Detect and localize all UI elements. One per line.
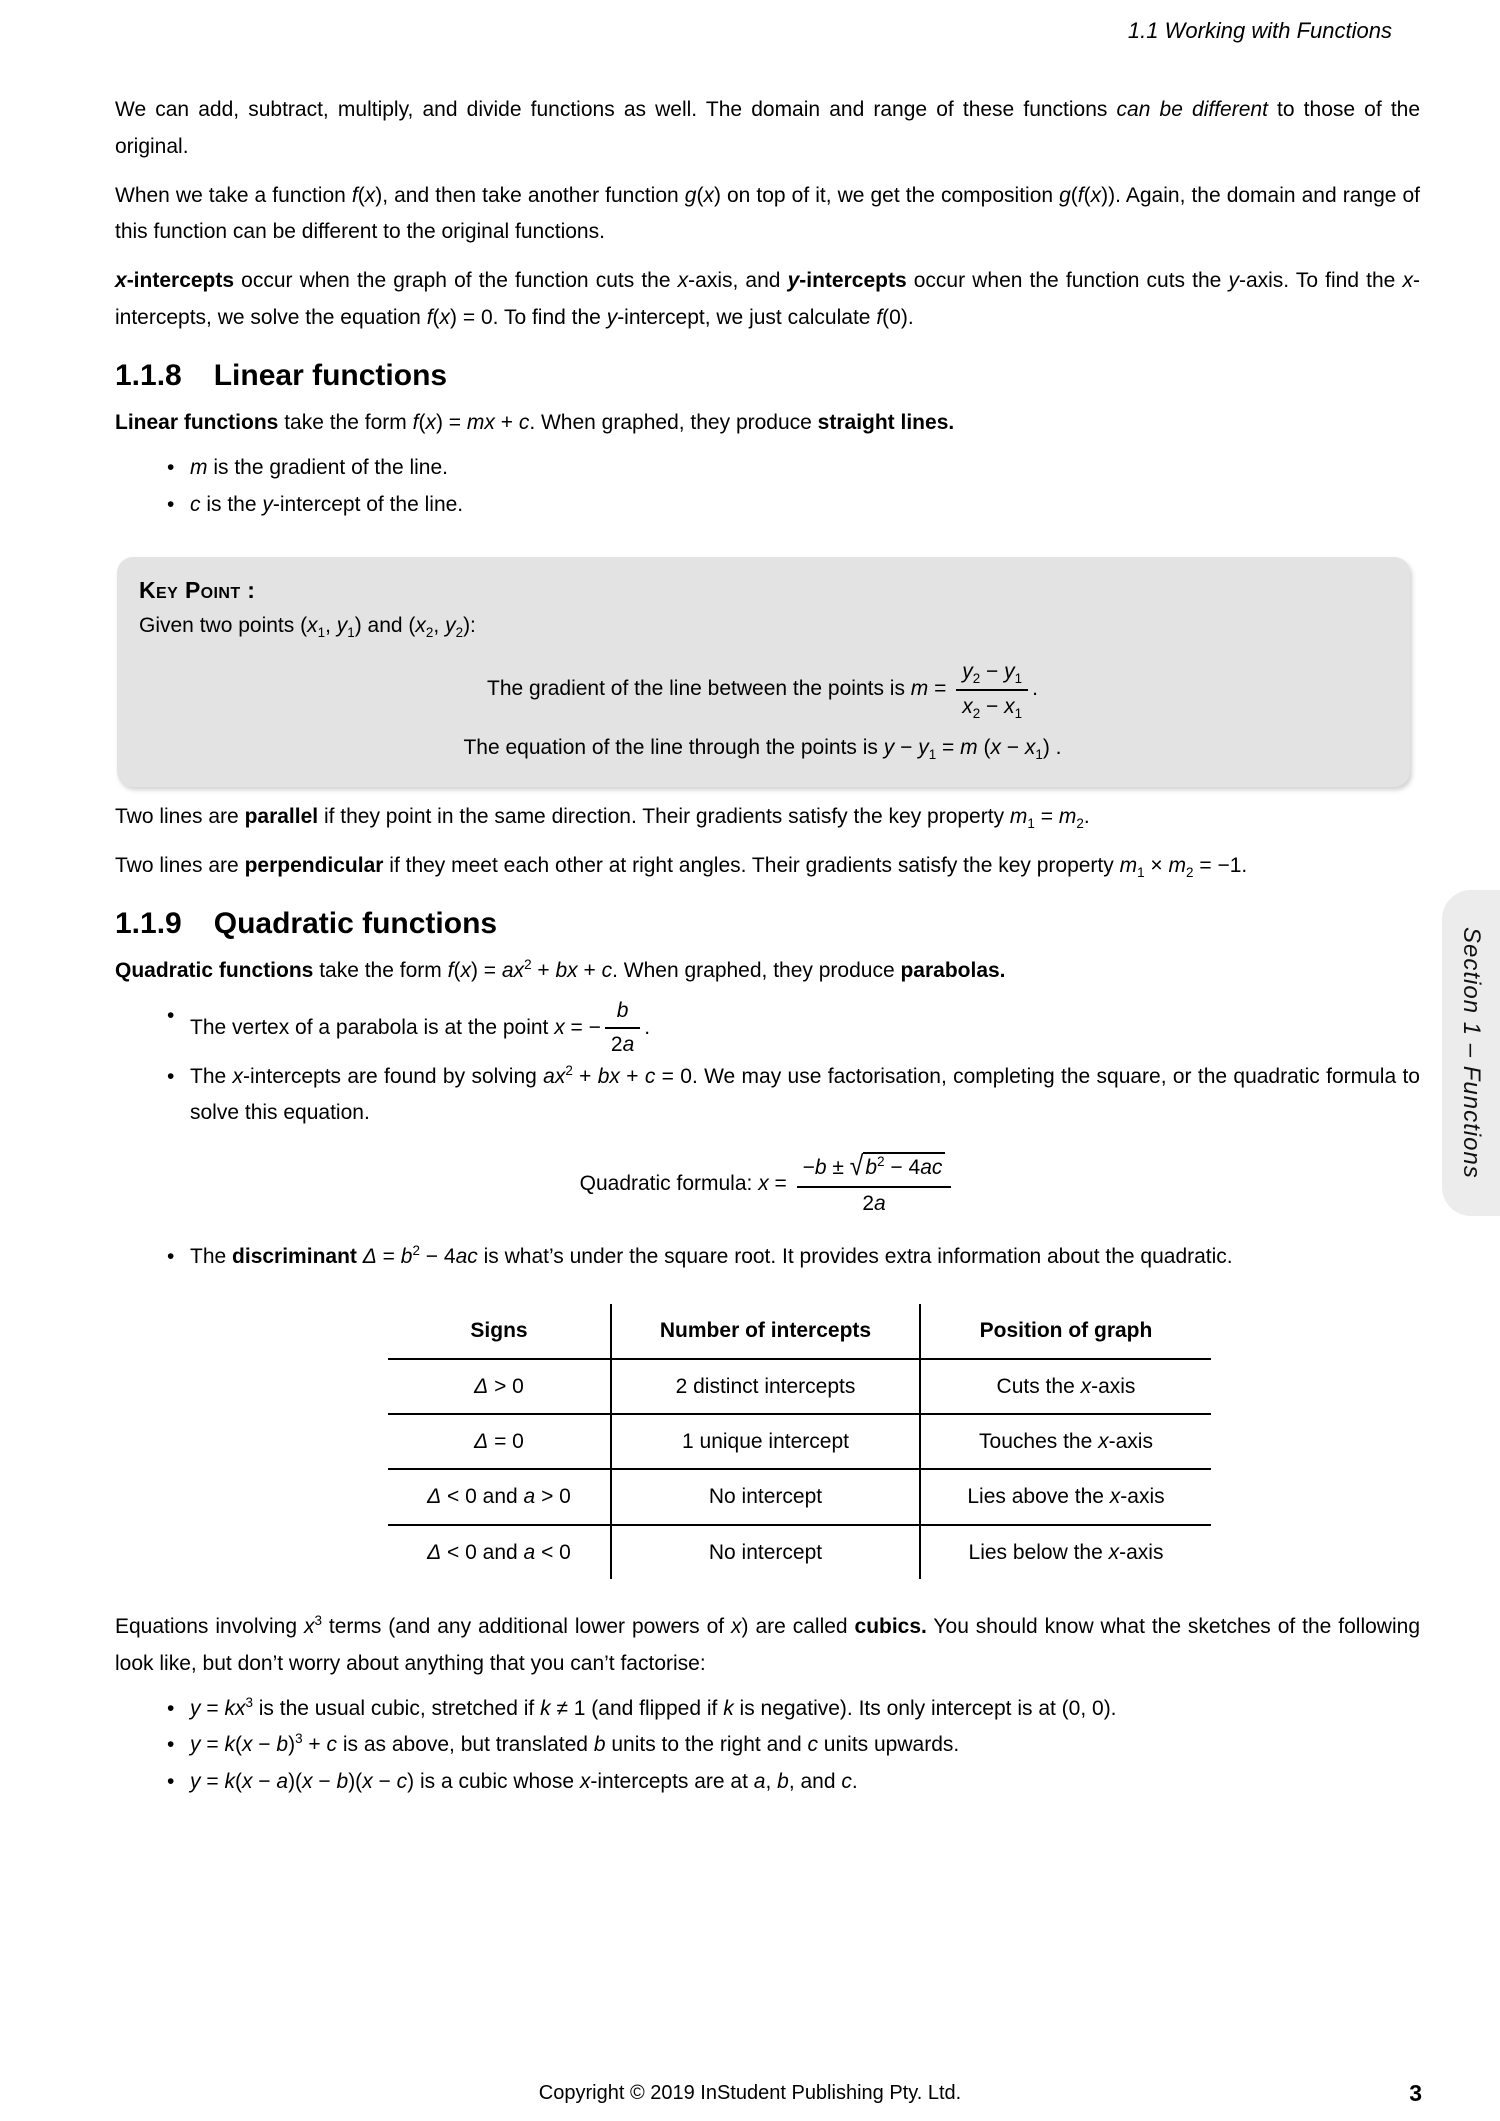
equation-period: . bbox=[1032, 677, 1038, 701]
bullet-icon: • bbox=[167, 1770, 175, 1794]
list-item bbox=[115, 1059, 1420, 1133]
table-cell: Lies above the x-axis bbox=[921, 1468, 1211, 1523]
bullet-icon: • bbox=[167, 455, 175, 479]
perpendicular-paragraph: Two lines are perpendicular if they meet each other at right angles. Their gradients satisfy the key property $m_1 \times m_2 = -1$. bbox=[115, 854, 1248, 881]
section-heading-linear bbox=[115, 359, 1420, 394]
list-item bbox=[115, 487, 1420, 524]
section-tab bbox=[1442, 890, 1500, 1216]
discriminant-bullet-list bbox=[115, 1239, 1420, 1276]
table-cell: No intercept bbox=[612, 1468, 921, 1523]
running-header: 1.1 Working with Functions bbox=[1127, 18, 1392, 43]
list-item bbox=[115, 1727, 1420, 1764]
fraction bbox=[605, 998, 640, 1059]
key-point-given: Given two points ($x_1$, $y_1$) and ($x_2$, $y_2$): bbox=[139, 613, 476, 640]
fraction-numerator: $y_2 - y_1$ bbox=[956, 659, 1028, 690]
line-equation: The equation of the line through the points is $y - y_1 = m$ $(x - x_1)$ . bbox=[463, 735, 1062, 763]
fraction-numerator: $-b \pm √b^2 - 4ac$ bbox=[797, 1152, 952, 1188]
fraction-denominator: $x_2 - x_1$ bbox=[962, 694, 1023, 721]
square-root bbox=[850, 1152, 946, 1183]
table-cell: 1 unique intercept bbox=[612, 1413, 921, 1468]
list-item bbox=[115, 1764, 1420, 1801]
list-item-text: $y = k(x - b)^3 + c$ is as above, but translated b units to the right and c units upwards. bbox=[190, 1731, 960, 1757]
intro-paragraph-3: x-intercepts occur when the graph of the function cuts the x-axis, and y-intercepts occur when the function cuts the y-axis. To find the x-intercepts, we solve the equation f(x) = 0. To find the y-intercept, we just calculate f(0). bbox=[115, 269, 1420, 329]
table-cell: Δ > 0 bbox=[388, 1358, 612, 1413]
key-point-box bbox=[117, 557, 1410, 787]
list-item bbox=[115, 450, 1420, 487]
list-item bbox=[115, 1239, 1420, 1276]
table-cell: Δ < 0 and a > 0 bbox=[388, 1468, 612, 1523]
fraction bbox=[956, 659, 1028, 720]
section-number: 1.1.9 bbox=[115, 906, 182, 940]
bullet-icon: • bbox=[167, 1696, 175, 1720]
gradient-equation bbox=[139, 659, 1386, 720]
table-cell: Touches the x-axis bbox=[921, 1413, 1211, 1468]
section-heading-quadratic bbox=[115, 907, 1420, 942]
bullet-icon: • bbox=[167, 1733, 175, 1757]
key-point-label: Key Point : bbox=[139, 577, 256, 604]
parallel-paragraph: Two lines are parallel if they point in the same direction. Their gradients satisfy the key property $m_1 = m_2$. bbox=[115, 805, 1090, 832]
table-header-cell: Signs bbox=[388, 1304, 612, 1357]
section-tab-label: Section 1 – Functions bbox=[1458, 927, 1485, 1179]
bullet-icon: • bbox=[167, 1245, 175, 1269]
fraction bbox=[797, 1152, 952, 1217]
quadratic-bullet-list bbox=[115, 998, 1420, 1132]
fraction-numerator: b bbox=[605, 998, 640, 1029]
section-title: Quadratic functions bbox=[213, 906, 498, 940]
list-item bbox=[115, 1691, 1420, 1728]
gradient-equation-text: The gradient of the line between the points is m = bbox=[487, 677, 953, 701]
list-item bbox=[115, 998, 1420, 1059]
table-cell: Cuts the x-axis bbox=[921, 1358, 1211, 1413]
signs-table bbox=[388, 1304, 1420, 1579]
list-item-text: m is the gradient of the line. bbox=[190, 455, 448, 479]
footer-copyright: Copyright © 2019 InStudent Publishing Pty. Ltd. bbox=[538, 2082, 962, 2104]
equation-period: . bbox=[644, 1015, 651, 1039]
section-title: Linear functions bbox=[213, 358, 448, 392]
linear-bullet-list bbox=[115, 450, 1420, 524]
table-cell: No intercept bbox=[612, 1524, 921, 1579]
fraction-denominator: 2a bbox=[862, 1192, 886, 1216]
list-item-text: The discriminant $\Delta = b^2 - 4ac$ is what’s under the square root. It provides extra information about the quadratic. bbox=[190, 1243, 1233, 1269]
list-item-text: c is the y-intercept of the line. bbox=[190, 492, 464, 516]
table-header-cell: Position of graph bbox=[979, 1319, 1153, 1343]
list-item-text: The vertex of a parabola is at the point x = − $\frac{b}{2a}$ . bbox=[190, 1016, 650, 1039]
section-number: 1.1.8 bbox=[115, 358, 182, 392]
list-item-text: The x-intercepts are found by solving $ax^2$ + bx + c = 0. We may use factorisation, completing the square, or the quadratic formula to solve this equation. bbox=[190, 1062, 1420, 1125]
table-cell: Δ < 0 and a < 0 bbox=[388, 1524, 612, 1579]
table-header-cell: Number of intercepts bbox=[612, 1304, 921, 1357]
table-cell: 2 distinct intercepts bbox=[612, 1358, 921, 1413]
bullet-icon: • bbox=[167, 492, 175, 516]
linear-intro-paragraph: Linear functions take the form f(x) = mx + c. When graphed, they produce straight lines. bbox=[115, 411, 955, 434]
table-cell: Δ = 0 bbox=[388, 1413, 612, 1468]
intro-paragraph-2: When we take a function f(x), and then take another function g(x) on top of it, we get the composition g(f(x)). Again, the domain and range of this function can be different to the original functions. bbox=[115, 183, 1420, 244]
table-cell: Lies below the x-axis bbox=[921, 1524, 1211, 1579]
list-item-text: $y = kx^3$ is the usual cubic, stretched if k ≠ 1 (and flipped if k is negative). Its only intercept is at (0, 0). bbox=[190, 1694, 1117, 1720]
fraction-denominator: 2a bbox=[610, 1033, 635, 1057]
quadratic-formula-label: Quadratic formula: x = bbox=[579, 1172, 793, 1196]
radical-icon: √ bbox=[849, 1151, 864, 1182]
quadratic-formula bbox=[115, 1152, 1420, 1217]
list-item-text: y = k(x − a)(x − b)(x − c) is a cubic whose x-intercepts are at a, b, and c. bbox=[190, 1770, 858, 1794]
bullet-icon: • bbox=[167, 1064, 175, 1088]
quadratic-intro-paragraph: Quadratic functions take the form $f(x) = ax^2$ + bx + c. When graphed, they produce parabolas. bbox=[115, 957, 1006, 983]
radicand: $b^2 - 4ac$ bbox=[863, 1152, 945, 1179]
intro-paragraph-1: We can add, subtract, multiply, and divide functions as well. The domain and range of these functions can be different to those of the original. bbox=[115, 98, 1421, 158]
cubics-paragraph: Equations involving $x^3$ terms (and any additional lower powers of x) are called cubics. You should know what the sketches of the following look like, but don’t worry about anything that you can’t factorise: bbox=[115, 1613, 1420, 1675]
page-number: 3 bbox=[1409, 2080, 1422, 2106]
bullet-icon: • bbox=[167, 1004, 175, 1028]
cubics-bullet-list bbox=[115, 1691, 1420, 1801]
